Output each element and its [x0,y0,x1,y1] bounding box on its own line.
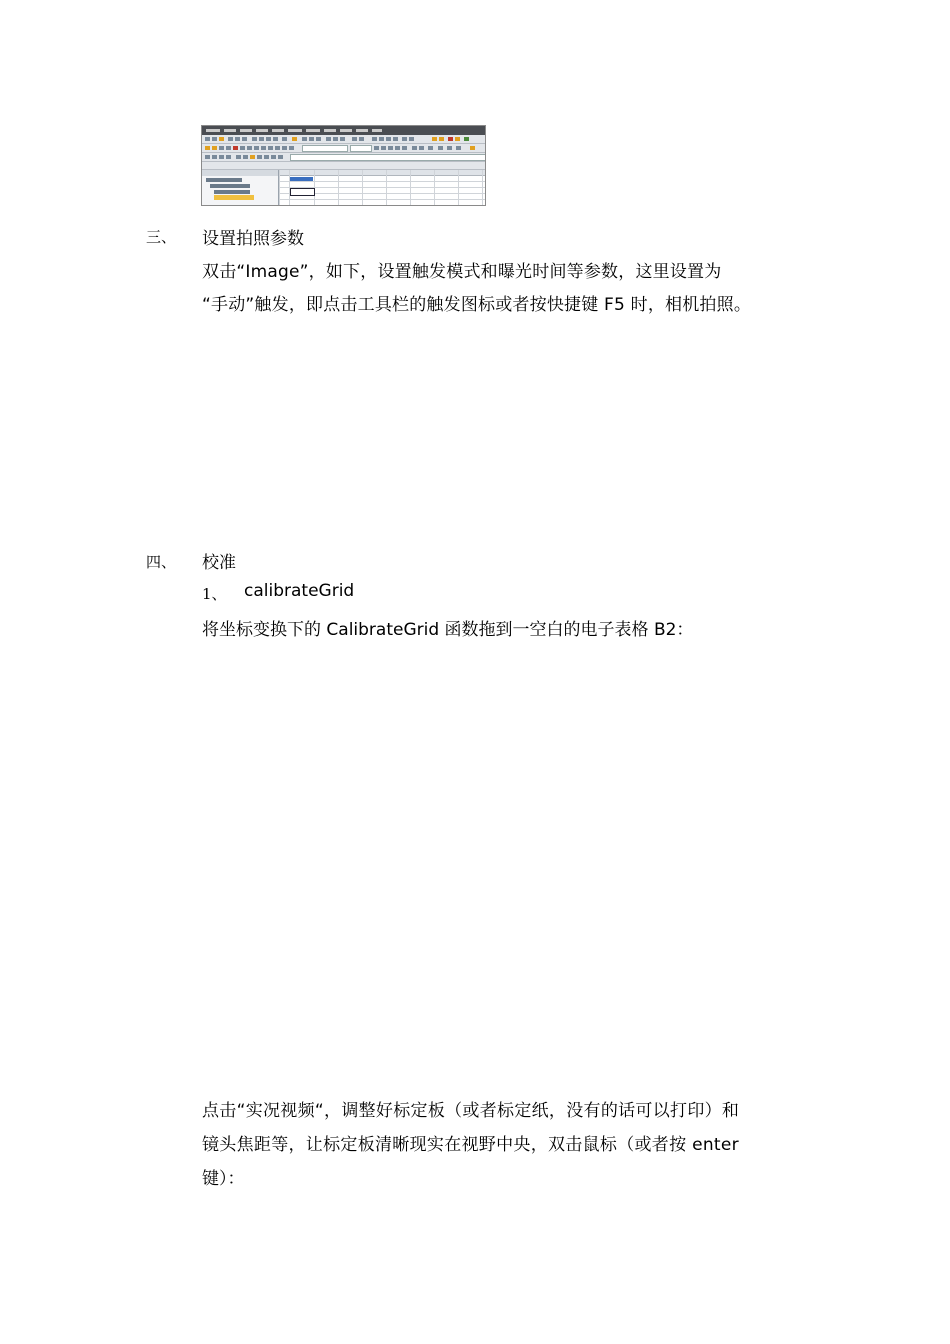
section4-heading: 校准 [202,553,236,573]
screenshot-menubar [202,126,485,135]
live-video-paragraph-line1: 点击“实况视频“，调整好标定板（或者标定纸，没有的话可以打印）和 [202,1101,740,1121]
embedded-screenshot [201,125,486,206]
section4-paragraph: 将坐标变换下的 CalibrateGrid 函数拖到一空白的电子表格 B2： [202,620,694,640]
live-video-paragraph-line3: 键）： [202,1169,245,1189]
item1-number: 1、 [202,585,227,603]
section3-number: 三、 [146,228,177,246]
section3-paragraph-line1: 双击“Image”，如下，设置触发模式和曝光时间等参数，这里设置为 [202,262,722,282]
screenshot-formula-bar [202,162,485,170]
live-video-paragraph-line2: 镜头焦距等，让标定板清晰现实在视野中央，双击鼠标（或者按 enter [202,1135,739,1155]
screenshot-spreadsheet [280,170,485,205]
screenshot-tree-panel [202,170,279,205]
screenshot-toolbar-3 [202,153,485,162]
section4-number: 四、 [146,553,177,571]
screenshot-toolbar-1 [202,135,485,144]
section3-heading: 设置拍照参数 [202,229,304,249]
section3-paragraph-line2: “手动”触发，即点击工具栏的触发图标或者按快捷键 F5 时，相机拍照。 [202,295,752,315]
screenshot-toolbar-2 [202,144,485,153]
item1-title: calibrateGrid [244,581,355,601]
